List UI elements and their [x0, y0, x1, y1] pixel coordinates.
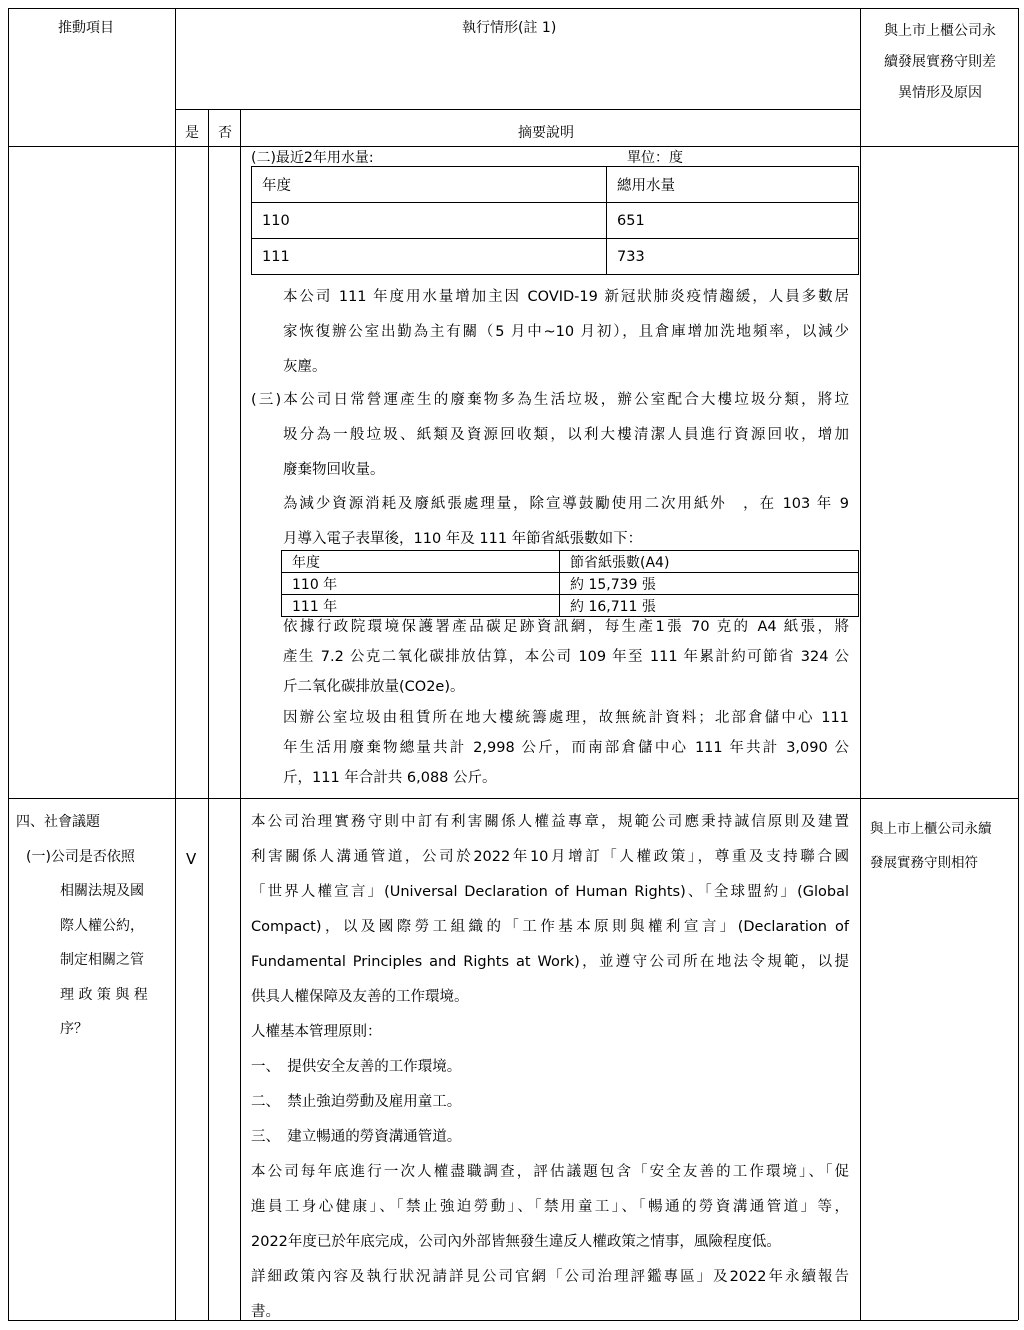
principle-1: 一、 提供安全友善的工作環境。: [251, 1059, 462, 1075]
water-cell: 111: [252, 239, 607, 275]
text-line: 進員工身心健康」、「禁止強迫勞動」、「禁用童工」、「暢通的勞資溝通管道」等，: [251, 1199, 849, 1215]
water-title: (二)最近2年用水量:: [251, 150, 374, 166]
water-note: [283, 280, 849, 385]
text-line: 廢棄物回收量。: [283, 462, 385, 478]
water-cell: 110: [252, 203, 607, 239]
table-row: [252, 167, 859, 203]
text-line: 本公司治理實務守則中訂有利害關係人權益專章，規範公司應秉持誠信原則及建置: [251, 814, 849, 830]
water-header-year: 年度: [252, 167, 607, 203]
paper-cell: 110 年: [282, 573, 560, 595]
header-status: 執行情形(註 1): [462, 20, 557, 36]
text-line: 圾分為一般垃圾、紙類及資源回收類，以利大樓清潔人員進行資源回收，增加: [283, 427, 849, 443]
text-line: 月導入電子表單後，110 年及 111 年節省紙張數如下：: [283, 531, 643, 547]
paper-cell: 約 15,739 張: [560, 573, 859, 595]
principle-2: 二、 禁止強迫勞動及雇用童工。: [251, 1094, 462, 1110]
header-item: 推動項目: [58, 20, 114, 36]
text-line: 為減少資源消耗及廢紙張處理量，除宣導鼓勵使用二次用紙外 ，在 103 年 9: [283, 496, 849, 512]
text-line: Fundamental Principles and Rights at Work)，並遵守公司所在地法令規範，以提: [251, 954, 849, 970]
water-unit: 單位：度: [627, 150, 683, 166]
section-divider: [8, 798, 1018, 799]
text-line: 利害關係人溝通管道，公司於2022年10月增訂「人權政策」，尊重及支持聯合國: [251, 849, 849, 865]
text-line: 本公司每年底進行一次人權盡職調查，評估議題包含「安全友善的工作環境」、「促: [251, 1164, 849, 1180]
text-line: 灰塵。: [283, 359, 327, 375]
table-row: [252, 239, 859, 275]
social-body: [251, 805, 849, 1330]
trash-paragraph: [283, 703, 849, 793]
item-line: (一)公司是否依照: [26, 848, 135, 865]
paper-table: [281, 550, 859, 617]
col-divider-yes: [208, 109, 209, 1320]
item-line: 相關法規及國: [60, 883, 144, 899]
header-yes: 是: [185, 125, 199, 141]
text-line: 依據行政院環境保護署產品碳足跡資訊網，每生產1張 70 克的 A4 紙張，將: [283, 619, 849, 635]
item-line: 理 政 策 與 程: [60, 986, 148, 1003]
text-line: 人權基本管理原則：: [251, 1024, 382, 1040]
header-divider: [175, 109, 860, 110]
text-line: 詳細政策內容及執行狀況請詳見公司官網「公司治理評鑑專區」及2022年永續報告: [251, 1269, 849, 1285]
social-diff: [870, 812, 992, 880]
paper-header-year: 年度: [282, 551, 560, 573]
text-line: 「世界人權宣言」(Universal Declaration of Human Rights)、「全球盟約」(Global: [251, 884, 849, 900]
item-line: 際人權公約，: [60, 917, 144, 934]
diff-line: 與上市上櫃公司永續: [870, 821, 992, 837]
diff-line: 發展實務守則相符: [870, 855, 978, 871]
header-diff-line-3: 異情形及原因: [898, 85, 982, 101]
table-left-border: [8, 8, 9, 1320]
text-line: 本公司 111 年度用水量增加主因 COVID-19 新冠狀肺炎疫情趨緩，人員多數居: [283, 289, 849, 305]
text-line: 因辦公室垃圾由租賃所在地大樓統籌處理，故無統計資料；北部倉儲中心 111: [283, 710, 849, 726]
paper-cell: 111 年: [282, 595, 560, 617]
header-diff-line-2: 續發展實務守則差: [884, 54, 996, 70]
table-top-border: [8, 8, 1018, 9]
carbon-paragraph: [283, 612, 849, 702]
item-line: 序？: [60, 1021, 88, 1037]
water-header-total: 總用水量: [607, 167, 859, 203]
col-divider-no: [240, 109, 241, 1320]
paper-header-saved: 節省紙張數(A4): [560, 551, 859, 573]
text-line: 產生 7.2 公克二氧化碳排放估算，本公司 109 年至 111 年累計約可節省 324 公: [283, 649, 849, 665]
text-line: 年生活用廢棄物總量共計 2,998 公斤，而南部倉儲中心 111 年共計 3,090 公: [283, 740, 849, 756]
text-line: (三)本公司日常營運產生的廢棄物多為生活垃圾，辦公室配合大樓垃圾分類，將垃: [251, 392, 849, 408]
waste-paragraph: [251, 383, 849, 488]
item-line: 四、社會議題: [16, 814, 100, 830]
text-line: 供具人權保障及友善的工作環境。: [251, 989, 469, 1005]
text-line: 書。: [251, 1304, 280, 1320]
water-cell: 733: [607, 239, 859, 275]
table-row: [252, 203, 859, 239]
header-no: 否: [218, 125, 232, 141]
water-table: [251, 166, 859, 275]
table-right-border: [1018, 8, 1019, 1320]
text-line: Compact)，以及國際勞工組織的「工作基本原則與權利宣言」(Declaration of: [251, 919, 849, 935]
col-divider-item: [175, 8, 176, 1320]
header-diff-line-1: 與上市上櫃公司永: [884, 23, 996, 39]
yes-check-mark: V: [186, 850, 197, 868]
text-line: 2022年度已於年底完成，公司內外部皆無發生違反人權政策之情事，風險程度低。: [251, 1234, 781, 1250]
water-cell: 651: [607, 203, 859, 239]
header-summary: 摘要說明: [518, 125, 574, 141]
text-line: 家恢復辦公室出勤為主有關（5 月中~10 月初），且倉庫增加洗地頻率，以減少: [283, 324, 849, 340]
item-line: 制定相關之管: [60, 952, 144, 968]
text-line: 斤二氧化碳排放量(CO2e)。: [283, 679, 465, 695]
table-row: [282, 573, 859, 595]
header-bottom-border-left: [8, 146, 175, 147]
text-line: 斤，111 年合計共 6,088 公斤。: [283, 770, 497, 786]
col-divider-diff: [860, 8, 861, 1320]
table-row: [282, 551, 859, 573]
principle-3: 三、 建立暢通的勞資溝通管道。: [251, 1129, 462, 1145]
social-item: [16, 805, 171, 1047]
paper-paragraph: [283, 487, 849, 557]
header-diff: [862, 16, 1018, 109]
paper-cell: 約 16,711 張: [560, 595, 859, 617]
